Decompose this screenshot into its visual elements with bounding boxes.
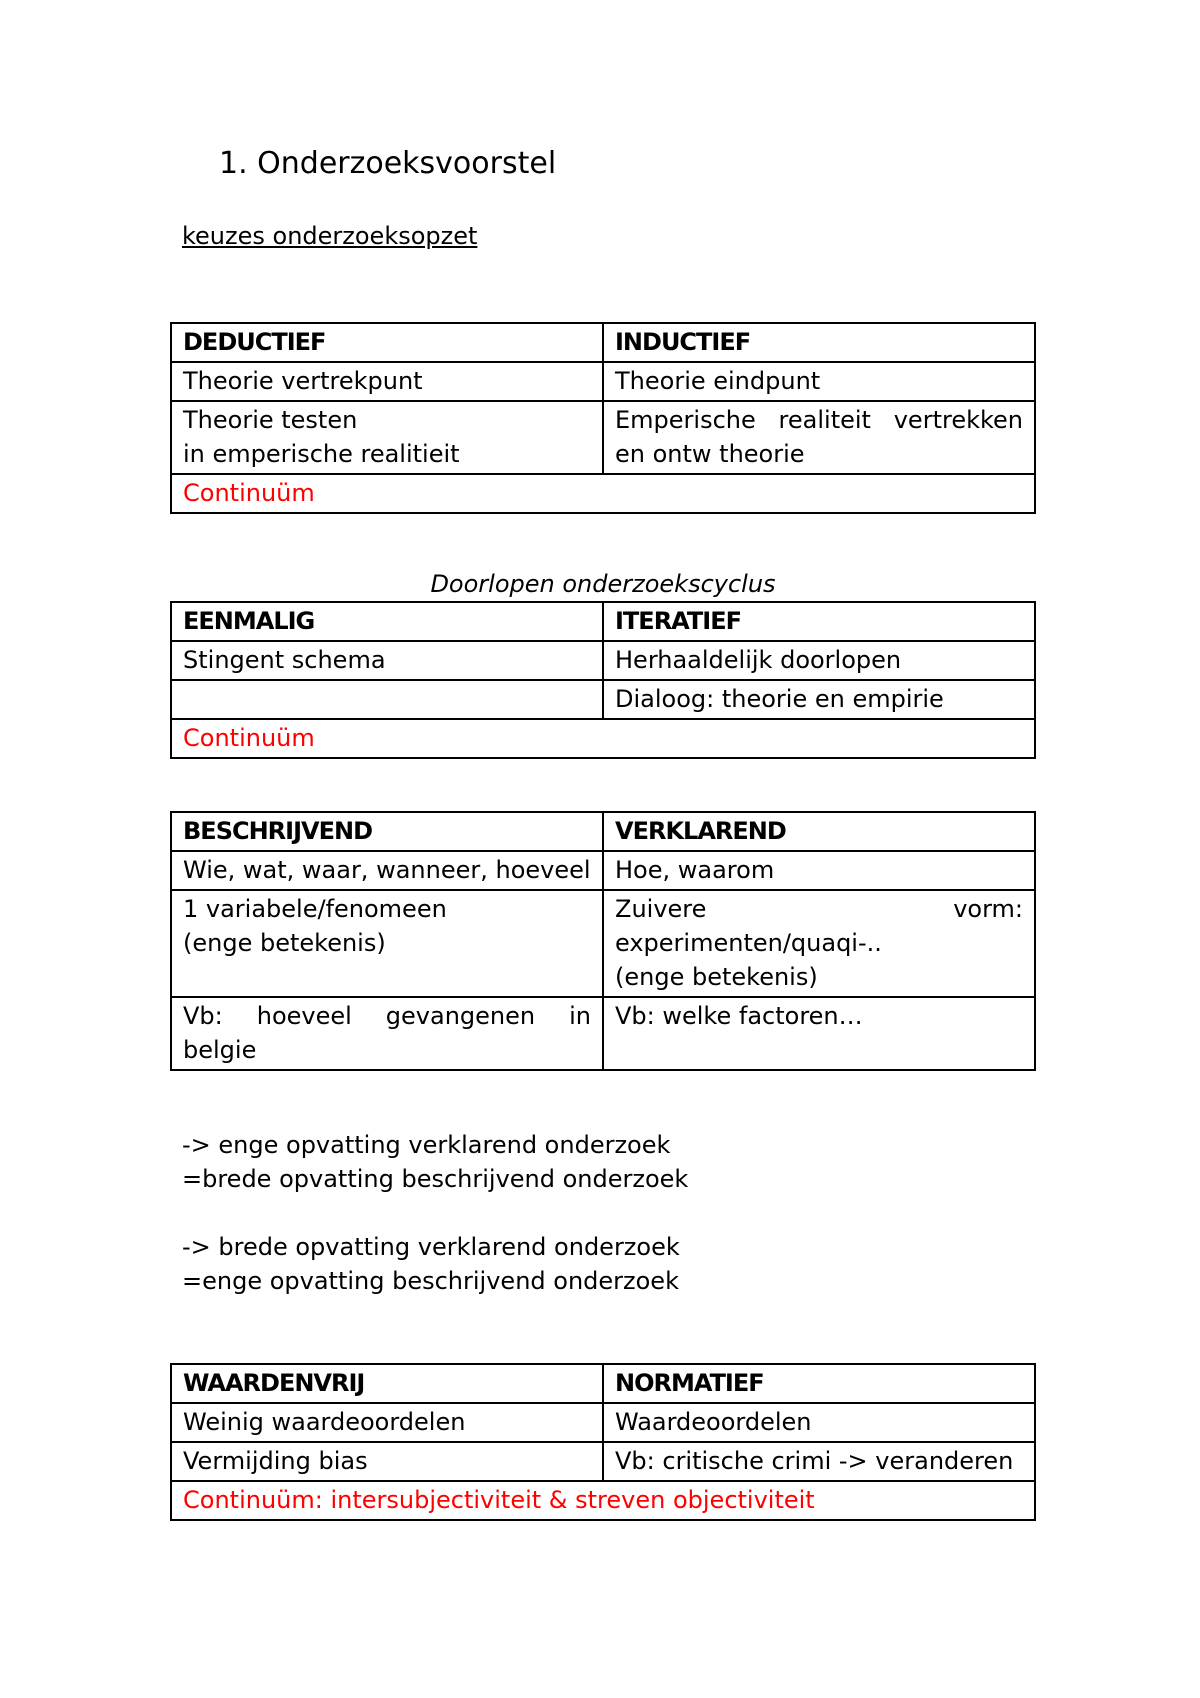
continuum-row (171, 1481, 1035, 1520)
table-header-row (171, 1364, 1035, 1403)
table-cell: Vb: critische crimi -> veranderen (603, 1442, 1035, 1481)
cell-line: in emperische realitieit (183, 440, 460, 468)
table-caption: Doorlopen onderzoekscyclus (430, 570, 776, 598)
table-cell: Wie, wat, waar, wanneer, hoeveel (171, 851, 603, 890)
table-cell: Vb: hoeveel gevangenen in belgie (171, 997, 603, 1070)
table-row (171, 641, 1035, 680)
table-cell (603, 890, 1035, 997)
table-cell: Weinig waardeoordelen (171, 1403, 603, 1442)
cell-line: Zuivere vorm: experimenten/quaqi-.. (615, 895, 1023, 957)
beschrijvend-verklarend-table (170, 811, 1036, 1071)
table-cell: Stingent schema (171, 641, 603, 680)
table-cell: Dialoog: theorie en empirie (603, 680, 1035, 719)
cell-line: 1 variabele/fenomeen (183, 895, 447, 923)
header-cell-deductief: DEDUCTIEF (171, 323, 603, 362)
header-cell-inductief: INDUCTIEF (603, 323, 1035, 362)
waardenvrij-normatief-table (170, 1363, 1036, 1521)
table-cell (171, 401, 603, 474)
section-heading: keuzes onderzoeksopzet (182, 222, 478, 250)
header-cell-waardenvrij: WAARDENVRIJ (171, 1364, 603, 1403)
table-cell: Emperische realiteit vertrekken en ontw theorie (603, 401, 1035, 474)
table-cell: Theorie eindpunt (603, 362, 1035, 401)
table-cell: Herhaaldelijk doorlopen (603, 641, 1035, 680)
cell-line: (enge betekenis) (183, 929, 386, 957)
note-line: -> enge opvatting verklarend onderzoek (182, 1131, 671, 1159)
table-cell: Theorie vertrekpunt (171, 362, 603, 401)
continuum-row (171, 719, 1035, 758)
note-line: =brede opvatting beschrijvend onderzoek (182, 1165, 689, 1193)
table-cell: Waardeoordelen (603, 1403, 1035, 1442)
table-cell: Vermijding bias (171, 1442, 603, 1481)
header-cell-iteratief: ITERATIEF (603, 602, 1035, 641)
table-row (171, 680, 1035, 719)
table-header-row (171, 323, 1035, 362)
table-header-row (171, 812, 1035, 851)
deductief-inductief-table (170, 322, 1036, 514)
table-header-row (171, 602, 1035, 641)
table-row (171, 997, 1035, 1070)
continuum-label: Continuüm: intersubjectiviteit & streven objectiviteit (171, 1481, 1035, 1520)
table-cell: Hoe, waarom (603, 851, 1035, 890)
header-cell-normatief: NORMATIEF (603, 1364, 1035, 1403)
table-row (171, 890, 1035, 997)
table-row (171, 362, 1035, 401)
note-line: =enge opvatting beschrijvend onderzoek (182, 1267, 679, 1295)
table-row (171, 1442, 1035, 1481)
table-row (171, 401, 1035, 474)
continuum-row (171, 474, 1035, 513)
cell-line: Theorie testen (183, 406, 358, 434)
table-row (171, 1403, 1035, 1442)
cell-line: (enge betekenis) (615, 963, 818, 991)
continuum-label: Continuüm (171, 719, 1035, 758)
header-cell-eenmalig: EENMALIG (171, 602, 603, 641)
page-title: 1. Onderzoeksvoorstel (219, 146, 557, 181)
header-cell-verklarend: VERKLAREND (603, 812, 1035, 851)
eenmalig-iteratief-table (170, 601, 1036, 759)
table-cell (171, 680, 603, 719)
table-cell: Vb: welke factoren… (603, 997, 1035, 1070)
table-row (171, 851, 1035, 890)
note-line: -> brede opvatting verklarend onderzoek (182, 1233, 680, 1261)
header-cell-beschrijvend: BESCHRIJVEND (171, 812, 603, 851)
continuum-label: Continuüm (171, 474, 1035, 513)
table-cell (171, 890, 603, 997)
